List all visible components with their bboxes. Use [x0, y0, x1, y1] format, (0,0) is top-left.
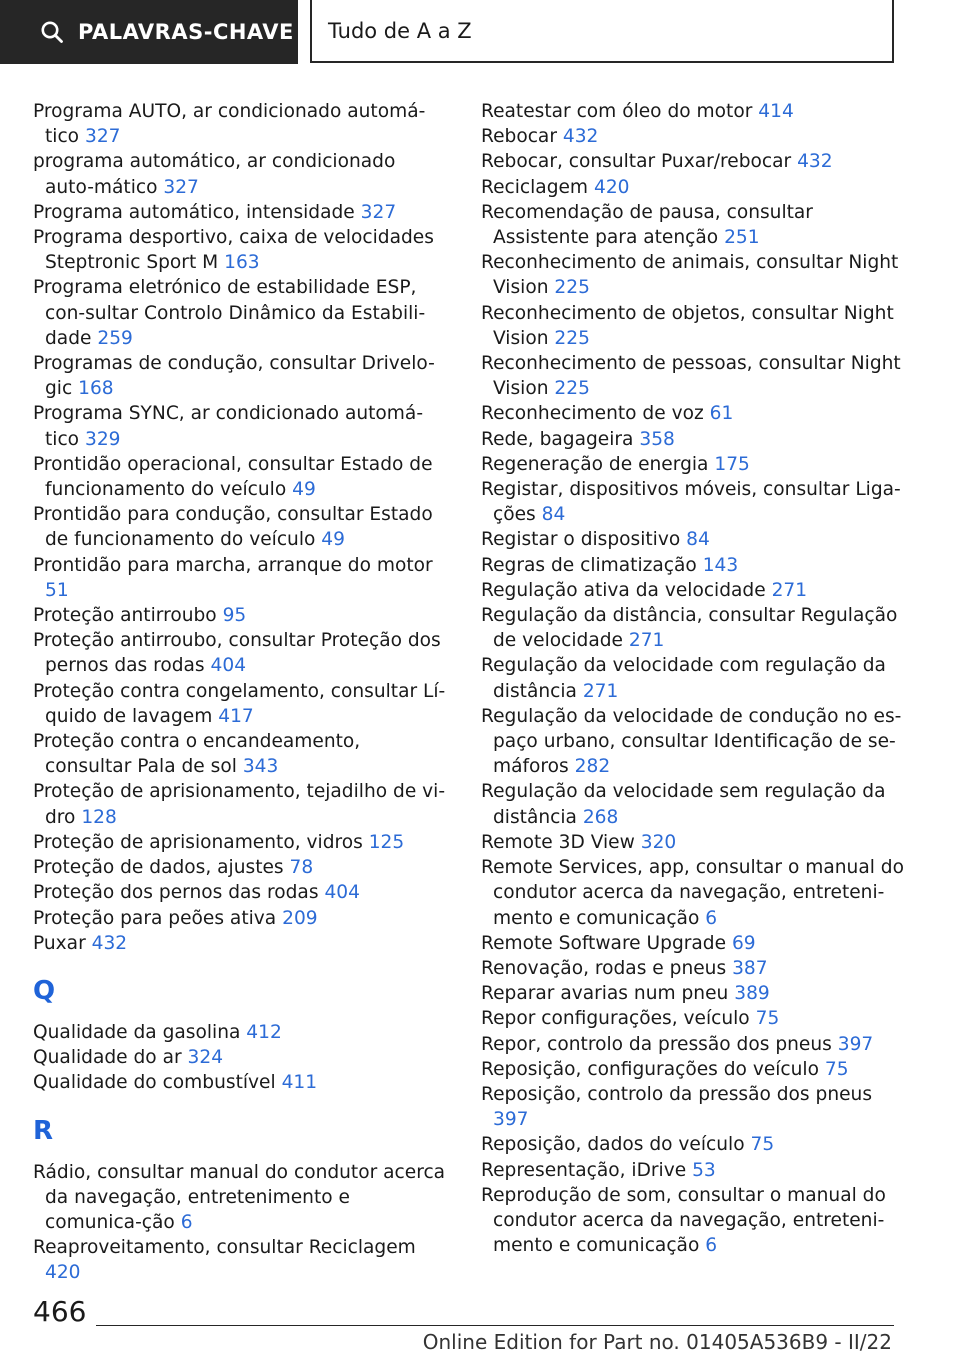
index-entry-text: Programa eletrónico de estabilidade ESP, con-sultar Controlo Dinâmico da Estabili-dade: [33, 277, 426, 349]
page-reference-link[interactable]: 404: [210, 655, 247, 677]
index-entry-text: Programa SYNC, ar condicionado automá-tico: [33, 403, 424, 450]
index-entry: [33, 628, 448, 678]
index-letter-heading: Q: [33, 975, 56, 1006]
index-entry: [481, 99, 906, 124]
page-reference-link[interactable]: 225: [554, 277, 590, 299]
index-entry-text: Registar o dispositivo: [481, 529, 681, 551]
index-entry: [481, 603, 906, 653]
page-reference-link[interactable]: 175: [714, 453, 750, 475]
page-reference-link[interactable]: 225: [554, 327, 590, 349]
index-entry-text: Regulação da distância, consultar Regulação de velocidade: [481, 605, 898, 652]
index-entry-text: Proteção de dados, ajustes: [33, 857, 284, 879]
index-entry: [481, 452, 906, 477]
index-entry-text: Rádio, consultar manual do condutor acerca da navegação, entretenimento e comunica-ção: [33, 1161, 446, 1233]
page-reference-link[interactable]: 259: [97, 327, 133, 349]
index-entry-text: Proteção contra congelamento, consultar Lí-quido de lavagem: [33, 680, 446, 727]
page-reference-link[interactable]: 75: [824, 1058, 849, 1080]
page-reference-link[interactable]: 320: [640, 831, 677, 853]
index-entry: [33, 603, 448, 628]
index-letter-heading: R: [33, 1115, 54, 1146]
index-entry: [33, 225, 448, 275]
index-entry: [481, 1132, 906, 1157]
page-reference-link[interactable]: 432: [797, 151, 833, 173]
index-entry-text: Proteção contra o encandeamento, consultar Pala de sol: [33, 731, 361, 778]
index-entry: [33, 200, 448, 225]
index-entry: [481, 401, 906, 426]
page-reference-link[interactable]: 420: [45, 1262, 81, 1284]
index-entry-text: Reconhecimento de voz: [481, 403, 704, 425]
index-entry-text: Qualidade da gasolina: [33, 1021, 241, 1043]
page-reference-link[interactable]: 69: [731, 932, 756, 954]
page-reference-link[interactable]: 282: [574, 756, 611, 778]
index-entry: [481, 200, 906, 250]
index-entry: [33, 830, 448, 855]
index-entry-text: Registar, dispositivos móveis, consultar Liga-ções: [481, 479, 901, 526]
tab-keywords[interactable]: [0, 0, 298, 64]
index-entry-text: Remote Services, app, consultar o manual do condutor acerca da navegação, entreteni-mento e comunicação: [481, 857, 904, 929]
index-entry: [481, 830, 906, 855]
index-entry: [481, 1158, 906, 1183]
page-reference-link[interactable]: 75: [755, 1008, 780, 1030]
index-entry-text: Prontidão para condução, consultar Estado de funcionamento do veículo: [33, 504, 433, 551]
index-entry: [481, 578, 906, 603]
page-reference-link[interactable]: 412: [246, 1021, 282, 1043]
index-entry: [33, 502, 448, 552]
index-entry: [481, 1183, 906, 1259]
page-reference-link[interactable]: 6: [705, 1235, 718, 1257]
index-column-left: [33, 99, 448, 1286]
index-entry-text: Proteção dos pernos das rodas: [33, 882, 319, 904]
page-reference-link[interactable]: 327: [163, 176, 199, 198]
page-reference-link[interactable]: 61: [709, 403, 734, 425]
page-reference-link[interactable]: 251: [724, 227, 760, 249]
index-entry: [33, 1070, 448, 1095]
index-entry-text: Rede, bagageira: [481, 428, 634, 450]
page-reference-link[interactable]: 143: [702, 554, 739, 576]
index-entry: [481, 704, 906, 780]
index-entry: [481, 1006, 906, 1031]
index-entry: [481, 1032, 906, 1057]
index-entry: [481, 250, 906, 300]
page-reference-link[interactable]: 95: [222, 605, 247, 627]
index-entry-text: Prontidão para marcha, arranque do motor: [33, 554, 433, 576]
page-reference-link[interactable]: 168: [78, 378, 114, 400]
index-entry-text: Reposição, dados do veículo: [481, 1134, 745, 1156]
page-reference-link[interactable]: 420: [593, 176, 630, 198]
index-entry-text: Programa AUTO, ar condicionado automá-tico: [33, 101, 426, 148]
index-entry-text: programa automático, ar condicionado auto-mático: [33, 151, 396, 198]
index-entry: [33, 931, 448, 956]
index-entry: [33, 149, 448, 199]
index-entry-text: Recomendação de pausa, consultar Assistente para atenção: [481, 201, 813, 249]
page-reference-link[interactable]: 389: [734, 983, 770, 1005]
page-reference-link[interactable]: 432: [91, 932, 128, 954]
index-entry: [481, 1057, 906, 1082]
index-entry: [481, 351, 906, 401]
index-entry: [33, 880, 448, 905]
index-entry: [33, 452, 448, 502]
index-entry: [33, 1020, 448, 1045]
index-entry: [481, 956, 906, 981]
index-entry-text: Rebocar: [481, 126, 557, 148]
index-entry: [33, 1160, 448, 1236]
index-entry: [481, 427, 906, 452]
index-entry-text: Proteção antirroubo, consultar Proteção dos pernos das rodas: [33, 630, 441, 677]
page-reference-link[interactable]: 49: [292, 479, 316, 501]
index-entry-text: Qualidade do combustível: [33, 1072, 276, 1094]
index-column-right: [481, 99, 906, 1258]
index-entry: [481, 477, 906, 527]
index-entry: [33, 275, 448, 351]
index-entry-text: Programa desportivo, caixa de velocidades Steptronic Sport M: [33, 227, 434, 274]
page-reference-link[interactable]: 271: [582, 680, 619, 702]
index-entry-text: Reconhecimento de animais, consultar Night Vision: [481, 252, 899, 299]
index-entry-text: Prontidão operacional, consultar Estado de funcionamento do veículo: [33, 453, 433, 501]
index-entry-text: Remote 3D View: [481, 831, 635, 853]
page-reference-link[interactable]: 329: [84, 428, 121, 450]
index-entry-text: Regulação da velocidade de condução no es-paço urbano, consultar Identificação de se-máforos: [481, 705, 902, 778]
index-entry-text: Proteção de aprisionamento, vidros: [33, 831, 363, 853]
page-reference-link[interactable]: 411: [281, 1072, 318, 1094]
page-reference-link[interactable]: 163: [224, 252, 260, 274]
index-entry-text: Reprodução de som, consultar o manual do condutor acerca da navegação, entreteni-mento e comunicação: [481, 1184, 886, 1257]
index-entry-text: Representação, iDrive: [481, 1159, 687, 1181]
index-entry-text: Renovação, rodas e pneus: [481, 957, 727, 979]
search-icon: [40, 20, 64, 44]
index-entry: [481, 527, 906, 552]
index-entry: [33, 679, 448, 729]
index-entry-text: Reposição, controlo da pressão dos pneus: [481, 1083, 873, 1105]
index-entry-text: Programa automático, intensidade: [33, 201, 355, 223]
page-reference-link[interactable]: 125: [368, 831, 405, 853]
page-reference-link[interactable]: 128: [81, 806, 117, 828]
page-reference-link[interactable]: 51: [45, 579, 69, 601]
page-reference-link[interactable]: 75: [750, 1134, 775, 1156]
index-entry: [481, 301, 906, 351]
index-entry: [481, 779, 906, 829]
index-entry: [33, 906, 448, 931]
index-entry: [33, 99, 448, 149]
page-reference-link[interactable]: 404: [324, 882, 360, 904]
page-reference-link[interactable]: 271: [628, 630, 665, 652]
index-entry: [33, 351, 448, 401]
index-entry: [481, 653, 906, 703]
index-entry: [481, 931, 906, 956]
index-entry-text: Regulação da velocidade com regulação da distância: [481, 655, 886, 702]
page-reference-link[interactable]: 78: [289, 857, 314, 879]
index-entry: [33, 779, 448, 829]
footer-divider: [96, 1325, 894, 1326]
index-entry-text: Puxar: [33, 932, 86, 954]
page-reference-link[interactable]: 209: [282, 907, 318, 929]
index-entry-text: Reconhecimento de objetos, consultar Night Vision: [481, 302, 894, 349]
index-entry-text: Reconhecimento de pessoas, consultar Night Vision: [481, 353, 901, 400]
index-entry: [481, 553, 906, 578]
page-reference-link[interactable]: 53: [692, 1159, 716, 1181]
page-reference-link[interactable]: 84: [541, 504, 566, 526]
index-entry-text: Proteção antirroubo: [33, 605, 217, 627]
index-entry: [33, 1235, 448, 1285]
index-entry-text: Regras de climatização: [481, 554, 697, 576]
index-entry: [33, 1045, 448, 1070]
index-entry: [33, 729, 448, 779]
index-entry: [33, 401, 448, 451]
index-entry: [481, 855, 906, 931]
index-entry-text: Rebocar, consultar Puxar/rebocar: [481, 151, 792, 173]
index-entry-text: Reparar avarias num pneu: [481, 983, 729, 1005]
index-entry: [481, 149, 906, 174]
page-reference-link[interactable]: 327: [84, 126, 121, 148]
index-entry-text: Remote Software Upgrade: [481, 932, 727, 954]
edition-note: Online Edition for Part no. 01405A536B9 - II/22: [422, 1330, 892, 1354]
page-reference-link[interactable]: 6: [180, 1211, 193, 1233]
page-number: 466: [33, 1295, 87, 1328]
top-navigation: [0, 0, 960, 66]
page-reference-link[interactable]: 49: [321, 529, 345, 551]
index-entry-text: Reaproveitamento, consultar Reciclagem: [33, 1237, 416, 1259]
index-entry: [481, 981, 906, 1006]
page-reference-link[interactable]: 327: [360, 201, 397, 223]
index-entry-text: Reatestar com óleo do motor: [481, 101, 753, 122]
page-reference-link[interactable]: 417: [218, 705, 254, 727]
index-entry-text: Repor configurações, veículo: [481, 1008, 750, 1030]
index-entry: [481, 124, 906, 149]
tab-a-to-z-label: Tudo de A a Z: [328, 18, 472, 43]
page-reference-link[interactable]: 6: [705, 907, 718, 929]
index-entry: [33, 553, 448, 603]
index-entry-text: Regulação ativa da velocidade: [481, 579, 766, 601]
index-entry-text: Programas de condução, consultar Drivelo-gic: [33, 353, 435, 400]
index-entry-text: Regeneração de energia: [481, 453, 709, 475]
page-reference-link[interactable]: 397: [837, 1033, 874, 1055]
page-reference-link[interactable]: 271: [771, 579, 808, 601]
page-reference-link[interactable]: 268: [582, 806, 619, 828]
page-reference-link[interactable]: 343: [242, 756, 279, 778]
index-entry-text: Proteção de aprisionamento, tejadilho de vi-dro: [33, 781, 446, 828]
index-entry: [481, 1082, 906, 1132]
index-entry: [481, 175, 906, 200]
index-entry-text: Reposição, configurações do veículo: [481, 1058, 819, 1080]
page-reference-link[interactable]: 432: [562, 126, 599, 148]
index-entry-text: Regulação da velocidade sem regulação da distância: [481, 781, 886, 828]
page-reference-link[interactable]: 358: [639, 428, 675, 450]
index-entry-text: Qualidade do ar: [33, 1047, 182, 1069]
page-reference-link[interactable]: 225: [554, 378, 590, 400]
page-reference-link[interactable]: 414: [758, 101, 794, 122]
index-entry: [33, 855, 448, 880]
page-reference-link[interactable]: 387: [732, 957, 768, 979]
index-entry-text: Proteção para peões ativa: [33, 907, 277, 929]
index-entry-text: Repor, controlo da pressão dos pneus: [481, 1033, 832, 1055]
index-entry-text: Reciclagem: [481, 176, 589, 198]
tab-a-to-z[interactable]: [310, 0, 894, 63]
page-reference-link[interactable]: 324: [187, 1047, 224, 1069]
page-reference-link[interactable]: 84: [686, 529, 710, 551]
page-reference-link[interactable]: 397: [493, 1109, 529, 1131]
tab-keywords-label: PALAVRAS-CHAVE: [78, 20, 294, 44]
